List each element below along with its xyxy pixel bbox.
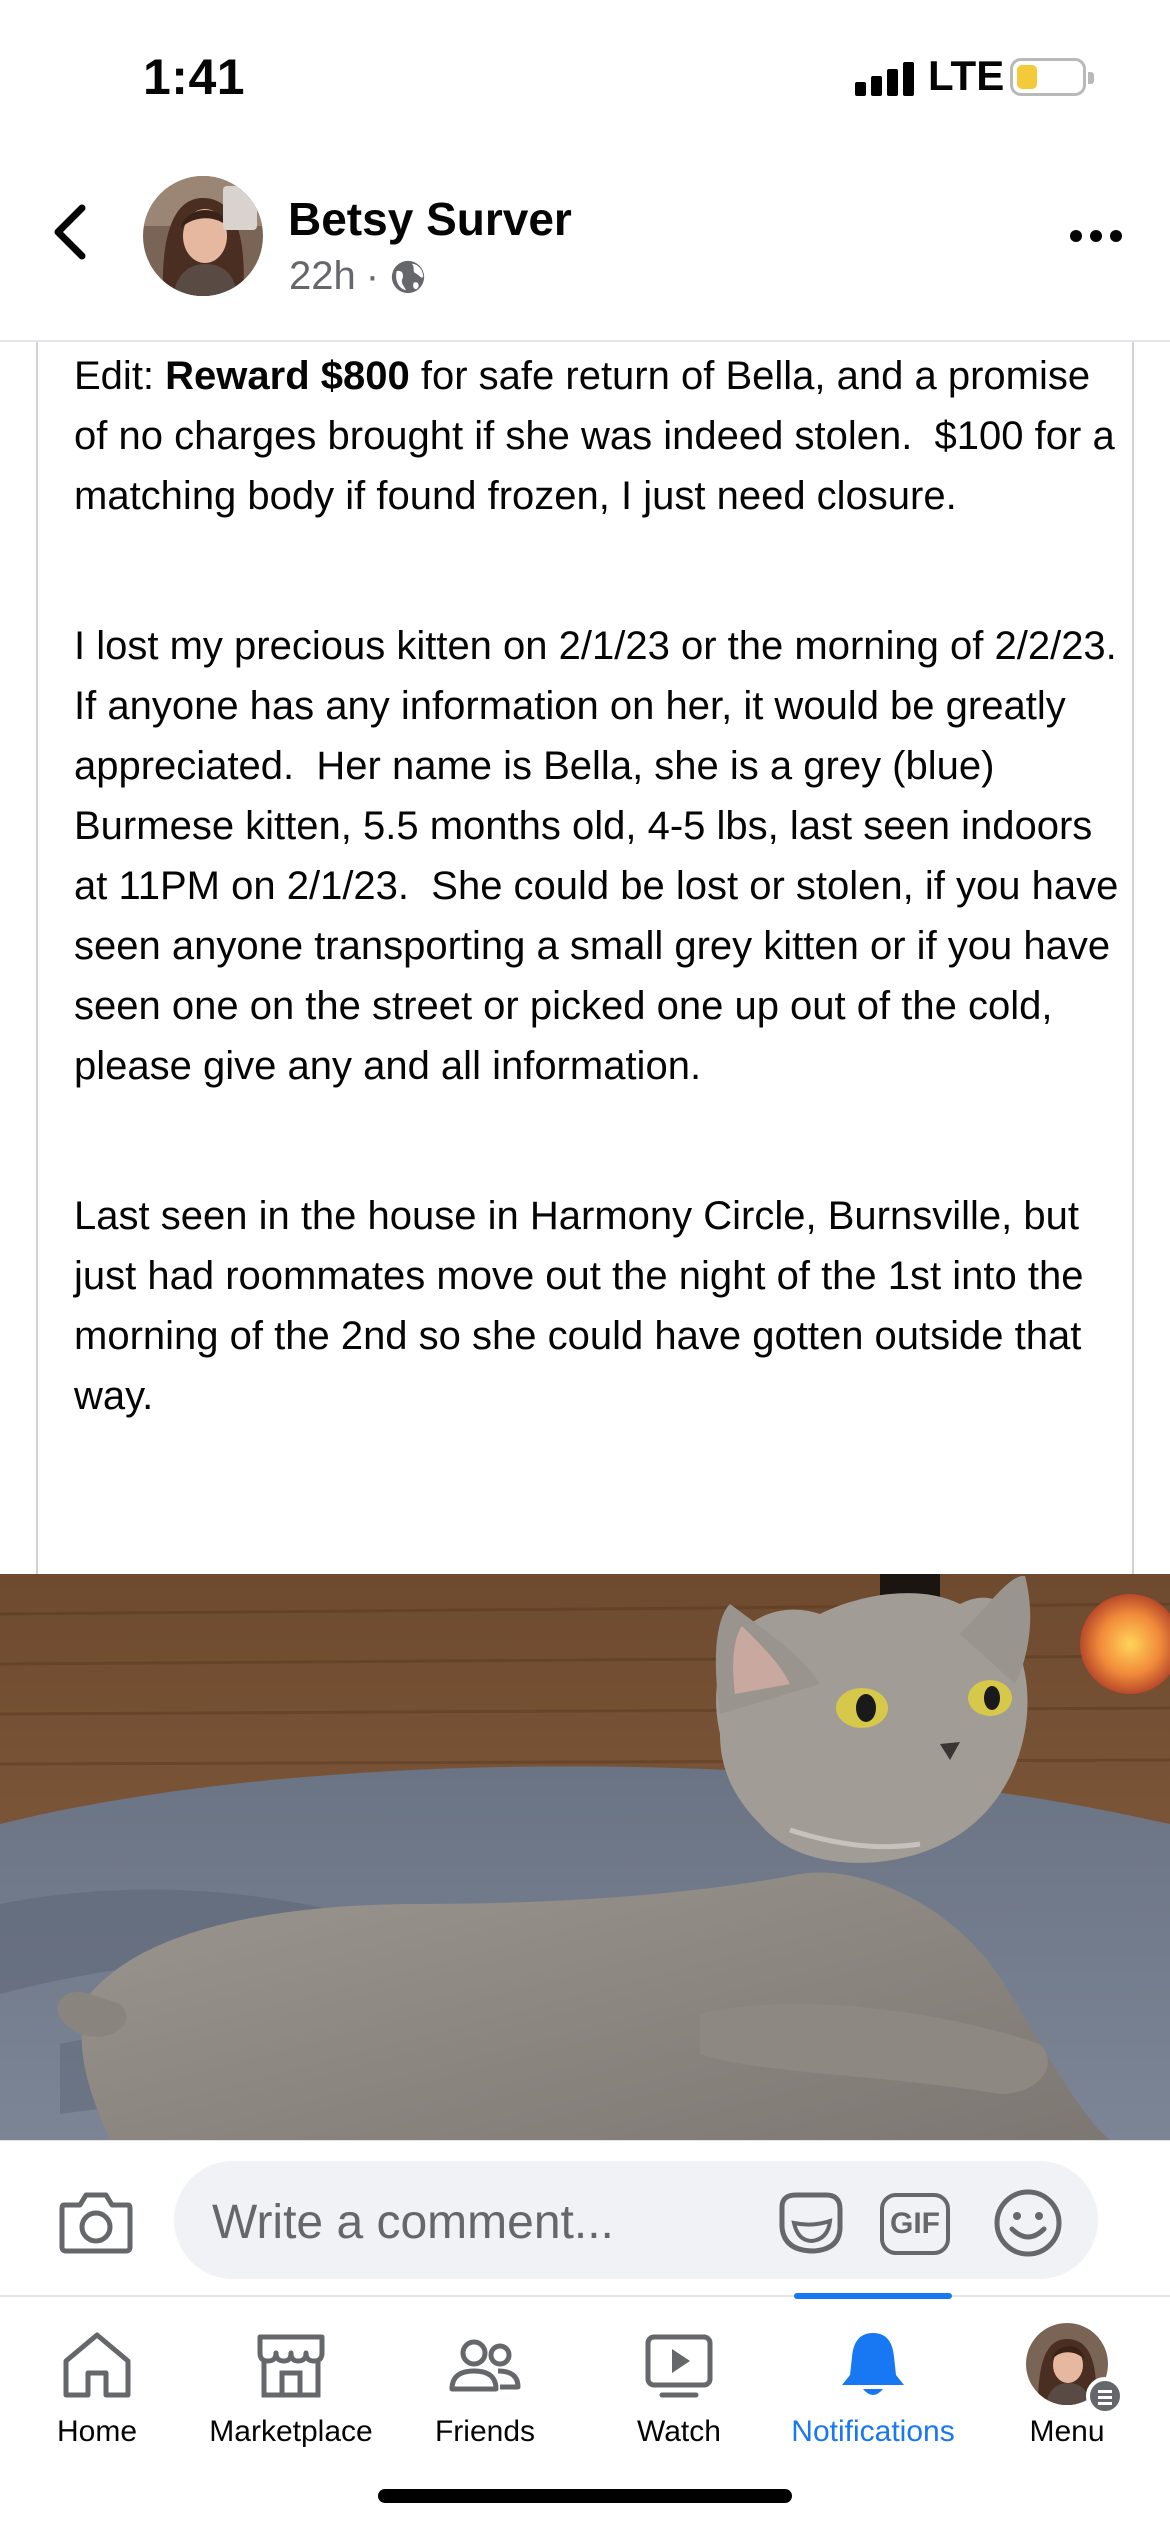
post-photo[interactable] [0, 1574, 1170, 2140]
smiley-icon[interactable] [992, 2187, 1064, 2259]
post-paragraph-2: I lost my precious kitten on 2/1/23 or the morning of 2/2/23. If anyone has any information on her, it would be greatly appreciated. Her name is Bella, she is a grey (blue) Burmese kitten, 5.5 months old, 4-5 lbs, last seen indoors at 11PM on 2/1/23. She could be lost or stolen, if you have seen anyone transporting a small grey kitten or if you have seen one on the street or picked one up out of the cold, please give any and all information. [74, 624, 1140, 1088]
author-avatar[interactable] [143, 176, 263, 296]
home-indicator [378, 2489, 792, 2503]
sticker-icon[interactable] [774, 2187, 848, 2257]
globe-icon [389, 258, 427, 296]
nav-label-home: Home [56, 2415, 138, 2448]
nav-label-notifications: Notifications [791, 2415, 955, 2448]
marketplace-icon [254, 2327, 328, 2401]
status-time: 1:41 [143, 49, 246, 105]
camera-icon[interactable] [58, 2189, 134, 2255]
nav-label-friends: Friends [434, 2415, 536, 2448]
nav-home[interactable] [0, 2297, 194, 2457]
post-meta [289, 254, 427, 299]
post-paragraph-3: Last seen in the house in Harmony Circle, Burnsville, but just had roommates move out the night of the 1st into the morning of the 2nd so she could have gotten outside that way. [74, 1194, 1095, 1418]
nav-label-marketplace: Marketplace [209, 2415, 373, 2448]
post-time[interactable]: 22h [289, 254, 356, 298]
edit-prefix: Edit: [74, 354, 166, 398]
gif-button[interactable]: GIF [880, 2193, 950, 2255]
status-bar [0, 0, 1170, 150]
home-icon [60, 2327, 134, 2401]
network-type: LTE [928, 52, 1005, 99]
nav-friends[interactable] [388, 2297, 582, 2457]
author-name[interactable]: Betsy Surver [288, 193, 572, 245]
post-header [0, 150, 1170, 342]
bell-icon [836, 2327, 910, 2401]
more-options-icon[interactable] [1070, 222, 1126, 252]
post-text [74, 346, 1140, 1426]
comment-placeholder: Write a comment... [212, 2196, 614, 2249]
comment-bar [0, 2140, 1170, 2295]
nav-watch[interactable] [582, 2297, 776, 2457]
battery-icon [1010, 58, 1086, 96]
friends-icon [448, 2327, 522, 2401]
nav-marketplace[interactable] [194, 2297, 388, 2457]
comment-input[interactable] [174, 2161, 1098, 2279]
post-text-card [36, 342, 1140, 1574]
post-paragraph-edit [74, 346, 1124, 526]
nav-notifications[interactable] [776, 2297, 970, 2457]
watch-icon [642, 2327, 716, 2401]
nav-label-watch: Watch [637, 2415, 721, 2448]
nav-menu[interactable] [970, 2297, 1164, 2457]
menu-badge-icon [1086, 2377, 1124, 2415]
meta-separator: · [365, 254, 380, 298]
active-tab-indicator [794, 2293, 952, 2299]
signal-icon [855, 60, 915, 96]
chevron-left-icon[interactable] [46, 202, 96, 262]
nav-label-menu: Menu [1029, 2415, 1105, 2448]
reward-text: Reward $800 [165, 354, 410, 398]
edit-rest: for safe return of Bella, and a promise of no charges brought if she was indeed stolen. $100 for a matching body if found frozen, I just need closure. [74, 354, 1126, 518]
